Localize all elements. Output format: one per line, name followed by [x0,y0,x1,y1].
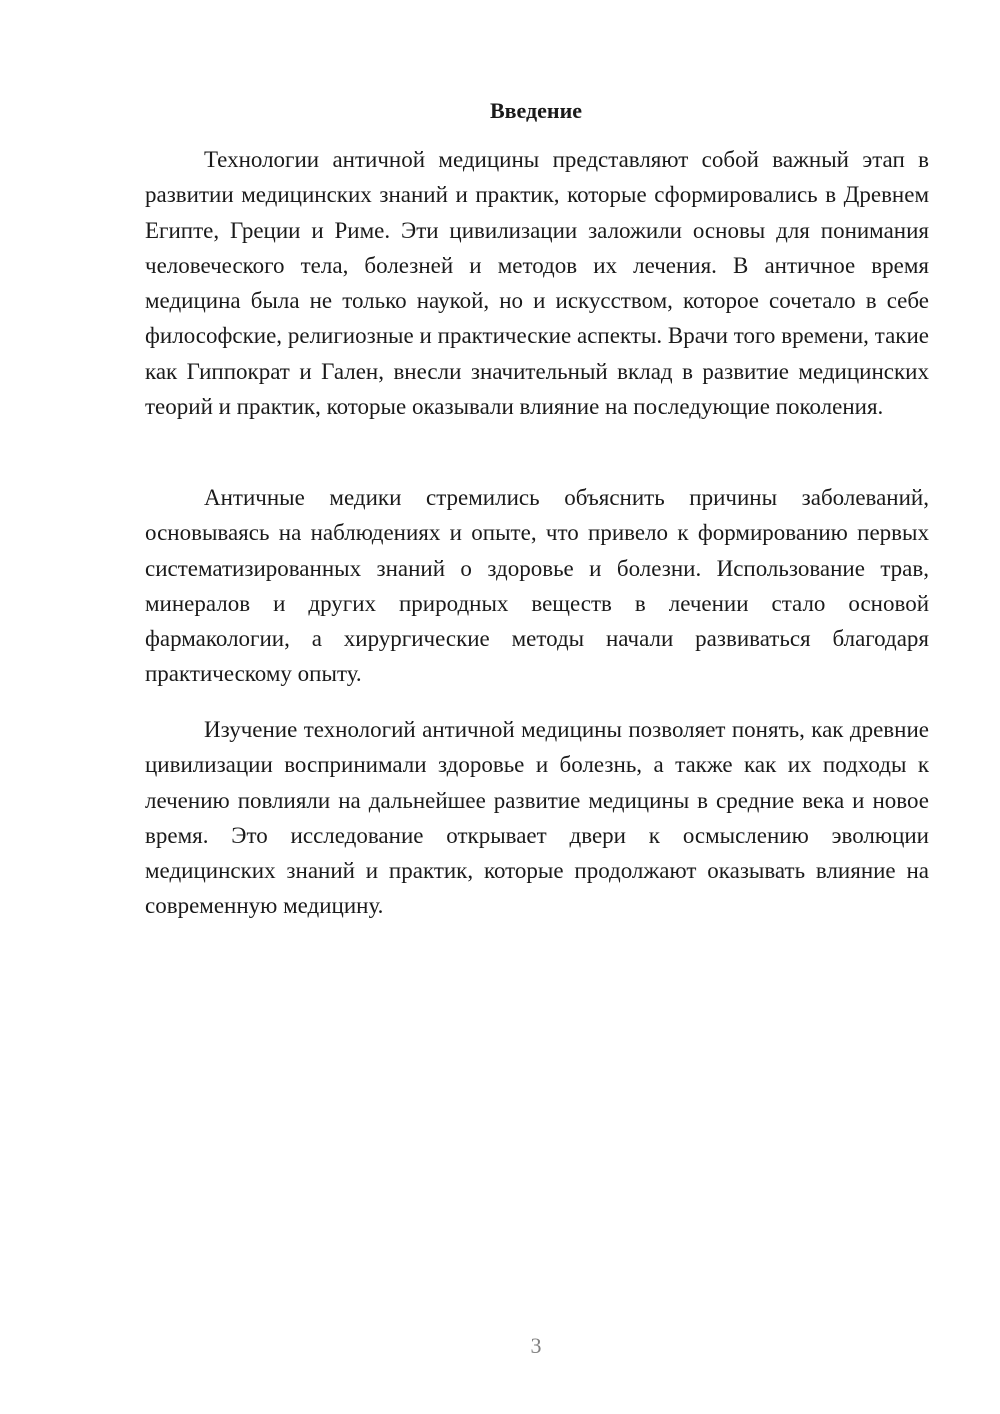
section-heading: Введение [489,98,583,123]
paragraph-ancient-medics: Античные медики стремились объяснить причины заболеваний, основываясь на наблюдениях и опыте, что привело к формированию первых систематизированных знаний о здоровье и болезни. Использование трав, минералов и других природных веществ в лечении стало основой фармакологии, а хирургические методы начали развиваться благодаря практическому опыту. [145,485,929,687]
paragraph-study-purpose: Изучение технологий античной медицины позволяет понять, как древние цивилизации воспринимали здоровье и болезнь, а также как их подходы к лечению повлияли на дальнейшее развитие медицины в средние века и новое время. Это исследование открывает двери к осмыслению эволюции медицинских знаний и практик, которые продолжают оказывать влияние на современную медицину. [145,717,929,919]
page-number: 3 [530,1333,542,1358]
paragraph-intro: Технологии античной медицины представляют собой важный этап в развитии медицинских знаний и практик, которые сформировались в Древнем Египте, Греции и Риме. Эти цивилизации заложили основы для понимания человеческого тела, болезней и методов их лечения. В античное время медицина была не только наукой, но и искусством, которое сочетало в себе философские, религиозные и практические аспекты. Врачи того времени, такие как Гиппократ и Гален, внесли значительный вклад в развитие медицинских теорий и практик, которые оказывали влияние на последующие поколения. [145,147,929,420]
